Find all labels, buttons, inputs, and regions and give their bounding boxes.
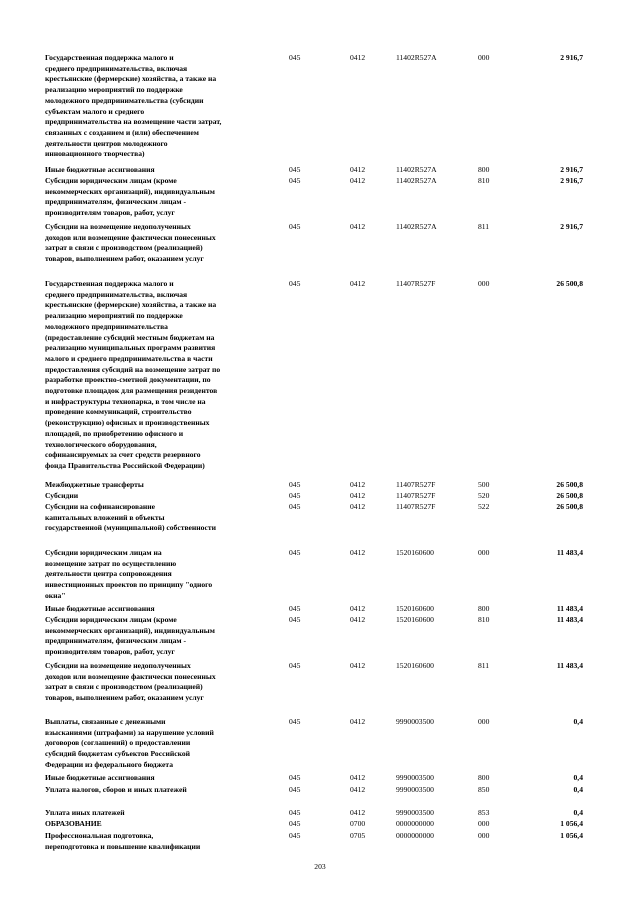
row-kind-code: 800 <box>478 165 490 174</box>
row-sum: 11 483,4 <box>556 661 583 670</box>
row-kind-code: 000 <box>478 717 490 726</box>
row-kind-code: 522 <box>478 502 490 511</box>
row-sum: 1 056,4 <box>560 831 583 840</box>
row-sum: 26 500,8 <box>556 279 583 288</box>
row-target-code: 11407R527F <box>396 480 436 489</box>
row-name: Субсидии на возмещение недополученных доходов или возмещение фактически понесенных затрат в связи с производством (реализацией) товаров, выполнением работ, оказанием услуг <box>45 222 216 264</box>
row-admin-code: 045 <box>289 53 301 62</box>
row-name: ОБРАЗОВАНИЕ <box>45 819 102 828</box>
row-target-code: 1520160600 <box>396 661 434 670</box>
row-section-code: 0412 <box>350 176 366 185</box>
row-kind-code: 811 <box>478 222 490 231</box>
row-kind-code: 850 <box>478 785 490 794</box>
row-section-code: 0412 <box>350 785 366 794</box>
row-name: Профессиональная подготовка, переподготовка и повышение квалификации <box>45 831 201 851</box>
row-section-code: 0412 <box>350 53 366 62</box>
row-section-code: 0412 <box>350 773 366 782</box>
row-target-code: 11402R527A <box>396 53 437 62</box>
row-kind-code: 810 <box>478 615 490 624</box>
row-admin-code: 045 <box>289 491 301 500</box>
row-section-code: 0412 <box>350 661 366 670</box>
row-admin-code: 045 <box>289 819 301 828</box>
row-section-code: 0700 <box>350 819 366 828</box>
row-admin-code: 045 <box>289 773 301 782</box>
row-section-code: 0412 <box>350 502 366 511</box>
row-section-code: 0412 <box>350 480 366 489</box>
row-section-code: 0412 <box>350 808 366 817</box>
row-sum: 26 500,8 <box>556 480 583 489</box>
row-name: Выплаты, связанные с денежными взысканиями (штрафами) за нарушение условий договоров (соглашений) о предоставлении субсидий бюджетам субъектов Российской Федерации из федерального бюджета <box>45 717 214 769</box>
row-kind-code: 500 <box>478 480 490 489</box>
row-sum: 26 500,8 <box>556 502 583 511</box>
row-admin-code: 045 <box>289 717 301 726</box>
row-admin-code: 045 <box>289 785 301 794</box>
row-name: Субсидии на софинансирование капитальных вложений в объекты государственной (муниципальной) собственности <box>45 502 216 533</box>
row-name: Иные бюджетные ассигнования <box>45 773 155 782</box>
row-target-code: 1520160600 <box>396 548 434 557</box>
row-sum: 0,4 <box>573 773 583 782</box>
row-sum: 11 483,4 <box>556 604 583 613</box>
row-target-code: 11407R527F <box>396 491 436 500</box>
row-admin-code: 045 <box>289 222 301 231</box>
row-name: Субсидии юридическим лицам (кроме некоммерческих организаций), индивидуальным предпринимателям, физическим лицам - производителям товаров, работ, услуг <box>45 615 215 657</box>
row-sum: 11 483,4 <box>556 548 583 557</box>
row-kind-code: 000 <box>478 548 490 557</box>
row-kind-code: 800 <box>478 773 490 782</box>
row-target-code: 0000000000 <box>396 819 434 828</box>
row-name: Субсидии юридическим лицам (кроме некоммерческих организаций), индивидуальным предпринимателям, физическим лицам - производителям товаров, работ, услуг <box>45 176 215 218</box>
row-admin-code: 045 <box>289 176 301 185</box>
row-target-code: 9990003500 <box>396 773 434 782</box>
row-target-code: 9990003500 <box>396 785 434 794</box>
row-target-code: 11402R527A <box>396 165 437 174</box>
row-section-code: 0412 <box>350 222 366 231</box>
row-kind-code: 853 <box>478 808 490 817</box>
row-name: Иные бюджетные ассигнования <box>45 604 155 613</box>
row-name: Иные бюджетные ассигнования <box>45 165 155 174</box>
row-target-code: 11407R527F <box>396 279 436 288</box>
row-sum: 2 916,7 <box>560 53 583 62</box>
row-kind-code: 811 <box>478 661 490 670</box>
row-kind-code: 000 <box>478 279 490 288</box>
row-section-code: 0705 <box>350 831 366 840</box>
row-admin-code: 045 <box>289 604 301 613</box>
row-kind-code: 520 <box>478 491 490 500</box>
row-name: Межбюджетные трансферты <box>45 480 144 489</box>
row-kind-code: 000 <box>478 53 490 62</box>
row-sum: 0,4 <box>573 717 583 726</box>
row-target-code: 0000000000 <box>396 831 434 840</box>
row-section-code: 0412 <box>350 548 366 557</box>
row-admin-code: 045 <box>289 661 301 670</box>
row-section-code: 0412 <box>350 615 366 624</box>
row-sum: 2 916,7 <box>560 176 583 185</box>
row-target-code: 1520160600 <box>396 604 434 613</box>
row-admin-code: 045 <box>289 831 301 840</box>
row-sum: 26 500,8 <box>556 491 583 500</box>
row-section-code: 0412 <box>350 165 366 174</box>
row-name: Государственная поддержка малого и среднего предпринимательства, включая крестьянские (фермерские) хозяйства, а также на реализацию мероприятий по поддержке молодежного предпринимательства (субсидии субъектам малого и среднего предпринимательства на возмещение части затрат, связанных с созданием и (или) обеспечением деятельности центров молодежного инновационного творчества) <box>45 53 222 159</box>
row-kind-code: 800 <box>478 604 490 613</box>
row-sum: 0,4 <box>573 808 583 817</box>
row-name: Субсидии <box>45 491 79 500</box>
row-name: Государственная поддержка малого и среднего предпринимательства, включая крестьянские (фермерские) хозяйства, а также на реализацию мероприятий по поддержке молодежного предпринимательства (предоставление субсидий местным бюджетам на реализацию муниципальных программ развития малого и среднего предпринимательства в части предоставления субсидий на возмещение затрат по разработке проектно-сметной документации, по подготовке площадок для размещения резидентов и инфраструктуры технопарка, в том числе на проведение коммуникаций, строительство (реконструкцию) офисных и производственных площадей, по приобретению офисного и технологического оборудования, софинансируемых за счет средств резервного фонда Правительства Российской Федерации) <box>45 279 221 470</box>
row-sum: 11 483,4 <box>556 615 583 624</box>
row-sum: 1 056,4 <box>560 819 583 828</box>
row-admin-code: 045 <box>289 808 301 817</box>
row-target-code: 1520160600 <box>396 615 434 624</box>
row-target-code: 9990003500 <box>396 808 434 817</box>
row-section-code: 0412 <box>350 604 366 613</box>
row-kind-code: 810 <box>478 176 490 185</box>
row-target-code: 9990003500 <box>396 717 434 726</box>
row-name: Уплата налогов, сборов и иных платежей <box>45 785 187 794</box>
row-section-code: 0412 <box>350 717 366 726</box>
row-name: Уплата иных платежей <box>45 808 125 817</box>
row-admin-code: 045 <box>289 502 301 511</box>
row-name: Субсидии юридическим лицам на возмещение затрат по осуществлению деятельности центра сопровождения инвестиционных проектов по принципу "одного окна" <box>45 548 213 600</box>
row-sum: 2 916,7 <box>560 222 583 231</box>
row-section-code: 0412 <box>350 491 366 500</box>
row-admin-code: 045 <box>289 279 301 288</box>
row-admin-code: 045 <box>289 165 301 174</box>
row-name: Субсидии на возмещение недополученных доходов или возмещение фактически понесенных затрат в связи с производством (реализацией) товаров, выполнением работ, оказанием услуг <box>45 661 216 703</box>
row-sum: 0,4 <box>573 785 583 794</box>
row-kind-code: 000 <box>478 819 490 828</box>
row-target-code: 11407R527F <box>396 502 436 511</box>
page-number: 203 <box>314 862 326 871</box>
row-admin-code: 045 <box>289 548 301 557</box>
row-target-code: 11402R527A <box>396 222 437 231</box>
row-kind-code: 000 <box>478 831 490 840</box>
row-section-code: 0412 <box>350 279 366 288</box>
row-admin-code: 045 <box>289 615 301 624</box>
row-target-code: 11402R527A <box>396 176 437 185</box>
row-admin-code: 045 <box>289 480 301 489</box>
row-sum: 2 916,7 <box>560 165 583 174</box>
